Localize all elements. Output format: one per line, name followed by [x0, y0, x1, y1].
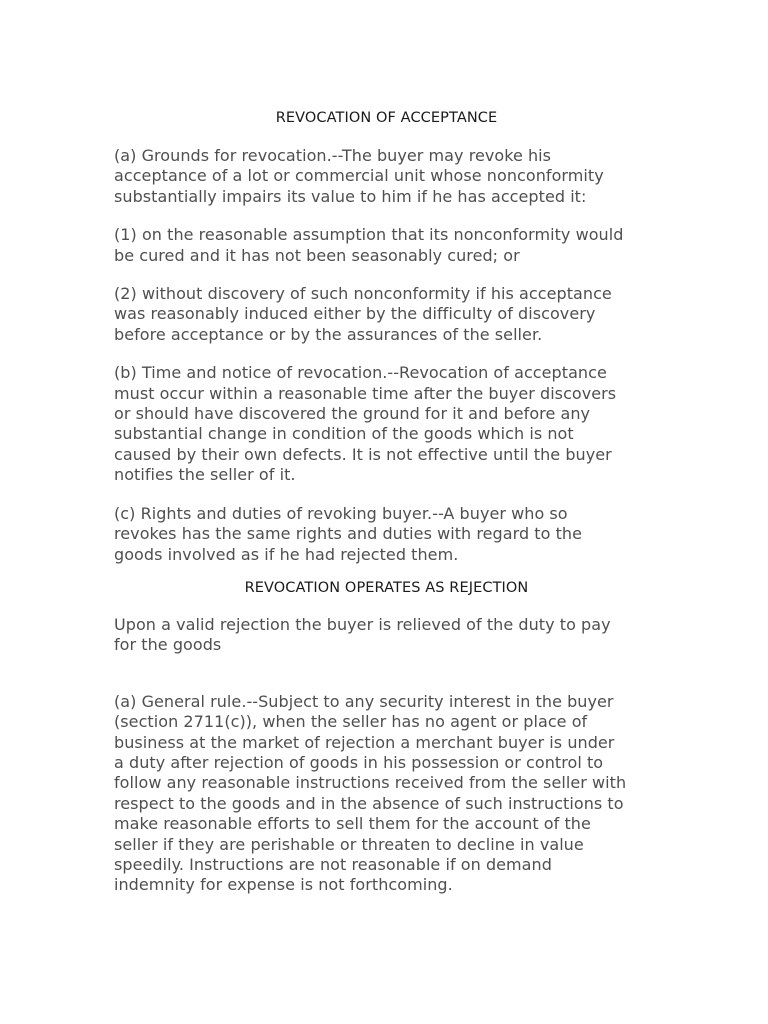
heading-revocation-of-acceptance: REVOCATION OF ACCEPTANCE: [275, 110, 498, 126]
paragraph-rights-and-duties: (c) Rights and duties of revoking buyer.--A buyer who so revokes has the same rights and duties with regard to the goods involved as if he had rejected them.: [114, 503, 582, 564]
paragraph-time-and-notice: (b) Time and notice of revocation.--Revocation of acceptance must occur within a reasonable time after the buyer discovers or should have discovered the ground for it and before any substantial change in condition of the goods which is not caused by their own defects. It is not effective until the buyer notifies the seller of it.: [114, 363, 617, 485]
paragraph-valid-rejection: Upon a valid rejection the buyer is relieved of the duty to pay for the goods: [114, 614, 611, 655]
paragraph-grounds-for-revocation: (a) Grounds for revocation.--The buyer may revoke his acceptance of a lot or commercial unit whose nonconformity substantially impairs its value to him if he has accepted it:: [114, 146, 604, 206]
heading-revocation-operates-as-rejection: REVOCATION OPERATES AS REJECTION: [244, 579, 529, 596]
paragraph-general-rule: (a) General rule.--Subject to any security interest in the buyer (section 2711(c)), when the seller has no agent or place of business at the market of rejection a merchant buyer is under a duty after rejection of goods in his possession or control to follow any reasonable instructions received from the seller with respect to the goods and in the absence of such instructions to make reasonable efforts to sell them for the account of the seller if they are perishable or threaten to decline in value speedily. Instructions are not reasonable if on demand indemnity for expense is not forthcoming.: [114, 691, 627, 895]
paragraph-reasonable-assumption: (1) on the reasonable assumption that its nonconformity would be cured and it has not been seasonably cured; or: [114, 225, 624, 265]
paragraph-without-discovery: (2) without discovery of such nonconformity if his acceptance was reasonably induced either by the difficulty of discovery before acceptance or by the assurances of the seller.: [114, 284, 612, 344]
document-page: [114, 108, 659, 914]
